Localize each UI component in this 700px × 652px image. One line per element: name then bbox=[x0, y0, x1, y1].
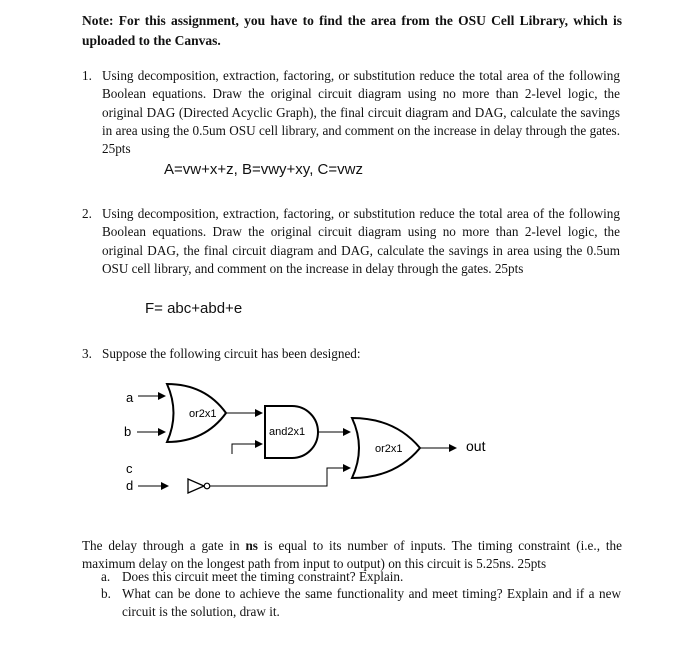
gate-1-label: or2x1 bbox=[189, 408, 217, 420]
question-1 bbox=[82, 67, 620, 158]
question-3 bbox=[82, 345, 620, 363]
circuit-diagram bbox=[110, 378, 510, 508]
subquestion-a bbox=[101, 568, 621, 586]
input-label-c: c bbox=[126, 461, 133, 476]
equation-2: F= abc+abd+e bbox=[145, 300, 243, 317]
assignment-note: Note: For this assignment, you have to find the area from the OSU Cell Library, which is uploaded to the Canvas. bbox=[82, 13, 622, 48]
description-lead: The delay through a gate in bbox=[82, 538, 246, 553]
question-text: Using decomposition, extraction, factoring, or substitution reduce the total area of the following Boolean equations. Draw the original circuit diagram using no more than 2-level logic, the original DAG, the final circuit diagram and DAG, calculate the savings in area using the 0.5um OSU cell library, and comment on the increase in delay through the gates. 25pts bbox=[102, 206, 620, 276]
input-label-b: b bbox=[124, 424, 132, 439]
description-unit: ns bbox=[245, 538, 258, 553]
wire-c bbox=[232, 444, 262, 454]
wire-inv-g3 bbox=[210, 468, 350, 486]
output-label: out bbox=[466, 438, 486, 454]
inverter-bubble bbox=[204, 483, 210, 489]
question-text: Suppose the following circuit has been designed: bbox=[102, 346, 361, 361]
subquestion-text: Does this circuit meet the timing constraint? Explain. bbox=[122, 569, 404, 584]
gate-2-label: and2x1 bbox=[269, 426, 306, 438]
equation-1: A=vw+x+z, B=vwy+xy, C=vwz bbox=[164, 161, 363, 178]
question-number: 3. bbox=[82, 346, 92, 361]
subquestion-text: What can be done to achieve the same functionality and meet timing? Explain and if a new circuit is the solution, draw it. bbox=[122, 586, 621, 620]
question-number: 2. bbox=[82, 206, 92, 221]
question-2 bbox=[82, 205, 620, 278]
subquestion-label: b. bbox=[101, 586, 111, 601]
input-label-d: d bbox=[126, 478, 134, 493]
question-text: Using decomposition, extraction, factoring, or substitution reduce the total area of the following Boolean equations. Draw the original circuit diagram using no more than 2-level logic, the original DAG (Directed Acyclic Graph), the final circuit diagram and DAG, calculate the savings in area using the 0.5um OSU cell library, and comment on the increase in delay through the gates. 25pts bbox=[102, 68, 620, 157]
subquestion-label: a. bbox=[101, 569, 111, 584]
subquestion-b bbox=[101, 585, 621, 622]
question-number: 1. bbox=[82, 68, 92, 83]
gate-3-label: or2x1 bbox=[375, 443, 403, 455]
inverter bbox=[188, 479, 204, 493]
input-label-a: a bbox=[126, 390, 134, 405]
description-rest: is equal to its number of inputs. The timing constraint (i.e., the maximum delay on the longest path from input to output) on this circuit is 5.25ns. 25pts bbox=[82, 538, 622, 572]
